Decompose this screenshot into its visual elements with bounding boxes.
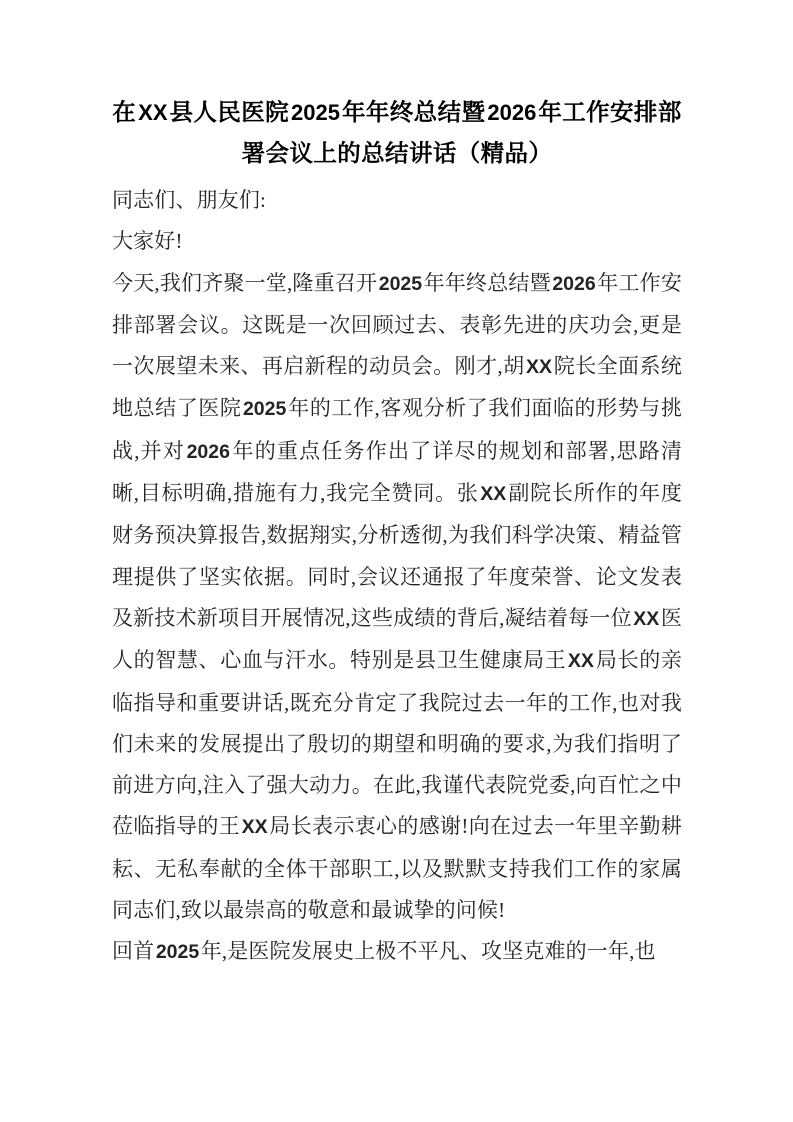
title-token-2026: 2026 [487, 100, 537, 125]
name-wang-xx-b: XX [241, 816, 268, 839]
page-title [112, 92, 682, 175]
name-wang-xx: XX [567, 650, 594, 673]
name-xx-hospital: XX [633, 607, 660, 630]
title-line-1: 在XX县人民医院2025年年终总结暨2026年工作安排部署会议上的总结讲话（精品） [112, 100, 682, 167]
paragraph-salutation: 同志们、朋友们: [112, 188, 267, 212]
name-hu-xx: XX [526, 356, 553, 379]
title-token-2025: 2025 [291, 100, 340, 125]
name-zhang-xx: XX [480, 483, 507, 506]
paragraph-opening: 今天,我们齐聚一堂,隆重召开2025年年终总结暨2026年工作安排部署会议。这既是一次回顾过去、表彰先进的庆功会,更是一次展望未来、再启新程的动员会。刚才,胡XX院长全面系统地总结了医院2025年的工作,客观分析了我们面临的形势与挑战,并对2026年的重点任务作出了详尽的规划和部署,思路清晰,目标明确,措施有力,我完全赞同。张XX副院长所作的年度财务预决算报告,数据翔实,分析透彻,为我们科学决策、精益管理提供了坚实依据。同时,会议还通报了年度荣誉、论文发表及新技术新项目开展情况,这些成绩的背后,凝结着每一位XX医人的智慧、心血与汗水。特别是县卫生健康局王XX局长的亲临指导和重要讲话,既充分肯定了我院过去一年的工作,也对我们未来的发展提出了殷切的期望和明确的要求,为我们指明了前进方向,注入了强大动力。在此,我谨代表院党委,向百忙之中莅临指导的王XX局长表示衷心的感谢!向在过去一年里辛勤耕耘、无私奉献的全体干部职工,以及默默支持我们工作的家属同志们,致以最崇高的敬意和最诚挚的问候! [112, 270, 683, 923]
paragraph-greeting: 大家好! [112, 229, 183, 254]
paragraph-review: 回首2025年,是医院发展史上极不平凡、攻坚克难的一年,也 [112, 939, 656, 964]
year-2025-b: 2025 [242, 398, 287, 421]
year-2026-b: 2026 [186, 440, 230, 463]
title-token-xx: XX [138, 100, 168, 125]
year-2026: 2026 [552, 272, 596, 295]
document-body [112, 92, 682, 974]
year-2025: 2025 [378, 272, 423, 295]
year-2025-c: 2025 [155, 941, 200, 964]
